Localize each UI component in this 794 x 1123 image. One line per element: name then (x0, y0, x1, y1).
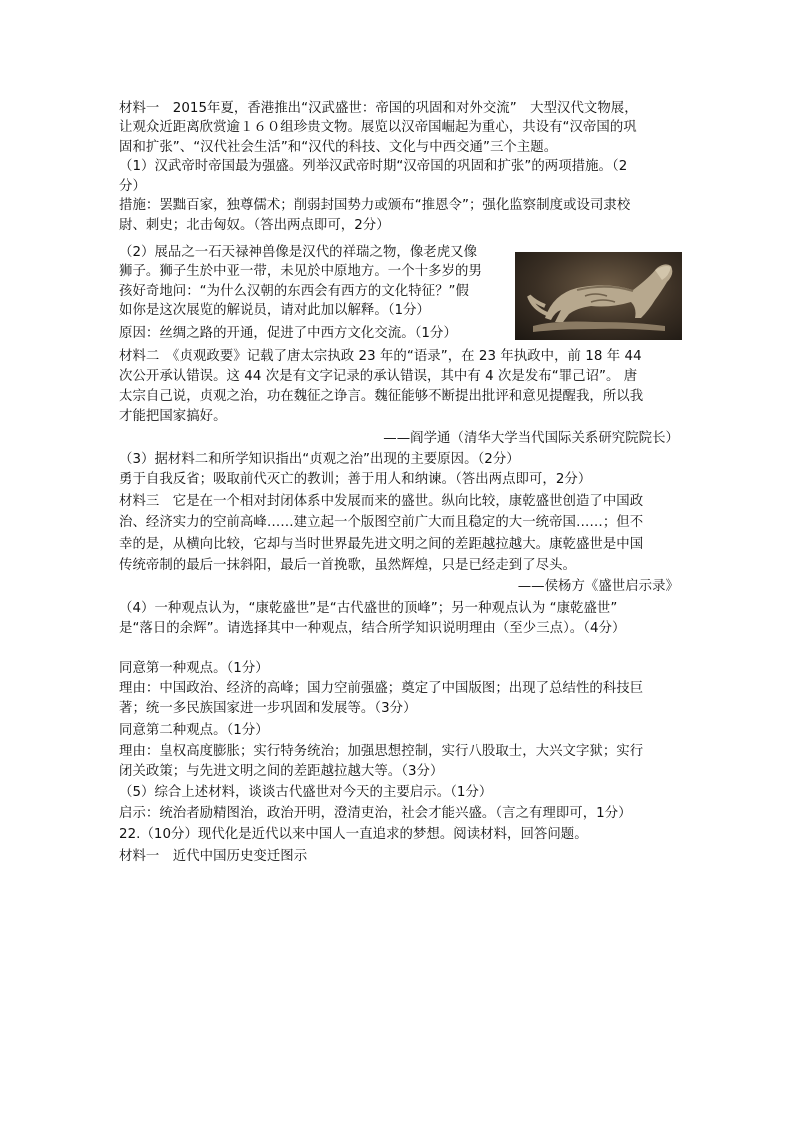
text-line: 闭关政策；与先进文明之间的差距越拉越大等。（3分） (119, 764, 444, 779)
text-line: 著；统一多民族国家进一步巩固和发展等。（3分） (119, 701, 417, 716)
text-line: 材料一 近代中国历史变迁图示 (119, 849, 308, 864)
text-line: 治、经济实力的空前高峰……建立起一个版图空前广大而且稳定的大一统帝国……；但不 (119, 515, 644, 530)
text-line: 同意第二种观点。（1分） (119, 723, 269, 738)
text-line: （3）据材料二和所学知识指出“贞观之治”出现的主要原因。（2分） (119, 452, 520, 467)
text-line: 固和扩张”、“汉代社会生活”和“汉代的科技、文化与中西交通”三个主题。 (119, 140, 558, 155)
text-line: 狮子。狮子生於中亚一带，未见於中原地方。一个十多岁的男 (119, 264, 482, 279)
text-line: 让观众近距离欣赏逾１６０组珍贵文物。展览以汉帝国崛起为重心，共设有“汉帝国的巩 (119, 120, 637, 135)
text-line: 勇于自我反省；吸取前代灭亡的教训；善于用人和纳谏。（答出两点即可，2分） (119, 472, 592, 487)
text-line: （4）一种观点认为，“康乾盛世”是“古代盛世的顶峰”；另一种观点认为 “康乾盛世” (119, 601, 618, 616)
text-line: 太宗自己说，贞观之治，功在魏征之诤言。魏征能够不断提出批评和意见提醒我，所以我 (119, 389, 644, 404)
text-line: 理由：皇权高度膨胀；实行特务统治；加强思想控制，实行八股取士，大兴文字狱；实行 (119, 744, 644, 759)
text-line: 尉、刺史；北击匈奴。（答出两点即可，2分） (119, 218, 390, 233)
text-line: 是“落日的余辉”。请选择其中一种观点，结合所学知识说明理由（至少三点）。（4分） (119, 621, 626, 636)
text-line: （2）展品之一石天禄神兽像是汉代的祥瑞之物，像老虎又像 (119, 245, 478, 260)
text-line: 理由：中国政治、经济的高峰；国力空前强盛；奠定了中国版图；出现了总结性的科技巨 (119, 681, 644, 696)
text-line: 材料二 《贞观政要》记载了唐太宗执政 23 年的“语录”，在 23 年执政中，前 18 年 44 (119, 349, 642, 364)
text-line: 材料三 它是在一个相对封闭体系中发展而来的盛世。纵向比较，康乾盛世创造了中国政 (119, 494, 644, 509)
text-line: 22.（10分）现代化是近代以来中国人一直追求的梦想。阅读材料，回答问题。 (119, 827, 588, 842)
text-line: 次公开承认错误。这 44 次是有文字记录的承认错误，其中有 4 次是发布“罪己诏”。 唐 (119, 369, 638, 384)
text-line: 传统帝制的最后一抹斜阳，最后一首挽歌，虽然辉煌，只是已经走到了尽头。 (119, 558, 576, 573)
text-line: 措施：罢黜百家，独尊儒术；削弱封国势力或颁布“推恩令”；强化监察制度或设司隶校 (119, 198, 631, 213)
text-line: 孩好奇地问：“为什么汉朝的东西会有西方的文化特征？”假 (119, 284, 469, 299)
text-line: 材料一 2015年夏，香港推出“汉武盛世：帝国的巩固和对外交流” 大型汉代文物展， (119, 101, 638, 116)
text-line: 分） (119, 179, 146, 194)
text-line: 启示：统治者励精图治，政治开明，澄清吏治，社会才能兴盛。（言之有理即可，1分） (119, 806, 632, 821)
text-line: 如你是这次展览的解说员，请对此加以解释。（1分） (119, 303, 431, 318)
text-line: （5）综合上述材料，谈谈古代盛世对今天的主要启示。（1分） (119, 785, 493, 800)
text-line: 原因：丝绸之路的开通，促进了中西方文化交流。（1分） (119, 326, 457, 341)
text-line: 才能把国家搞好。 (119, 409, 227, 424)
citation-line: ——侯杨方《盛世启示录》 (517, 579, 679, 594)
citation-line: ——阎学通（清华大学当代国际关系研究院院长） (383, 431, 679, 446)
text-line: （1）汉武帝时帝国最为强盛。列举汉武帝时期“汉帝国的巩固和扩张”的两项措施。（2 (119, 159, 628, 174)
stone-beast-photo-icon (515, 252, 682, 340)
text-line: 同意第一种观点。（1分） (119, 661, 269, 676)
text-line: 幸的是，从横向比较，它却与当时世界最先进文明之间的差距越拉越大。康乾盛世是中国 (119, 537, 644, 552)
